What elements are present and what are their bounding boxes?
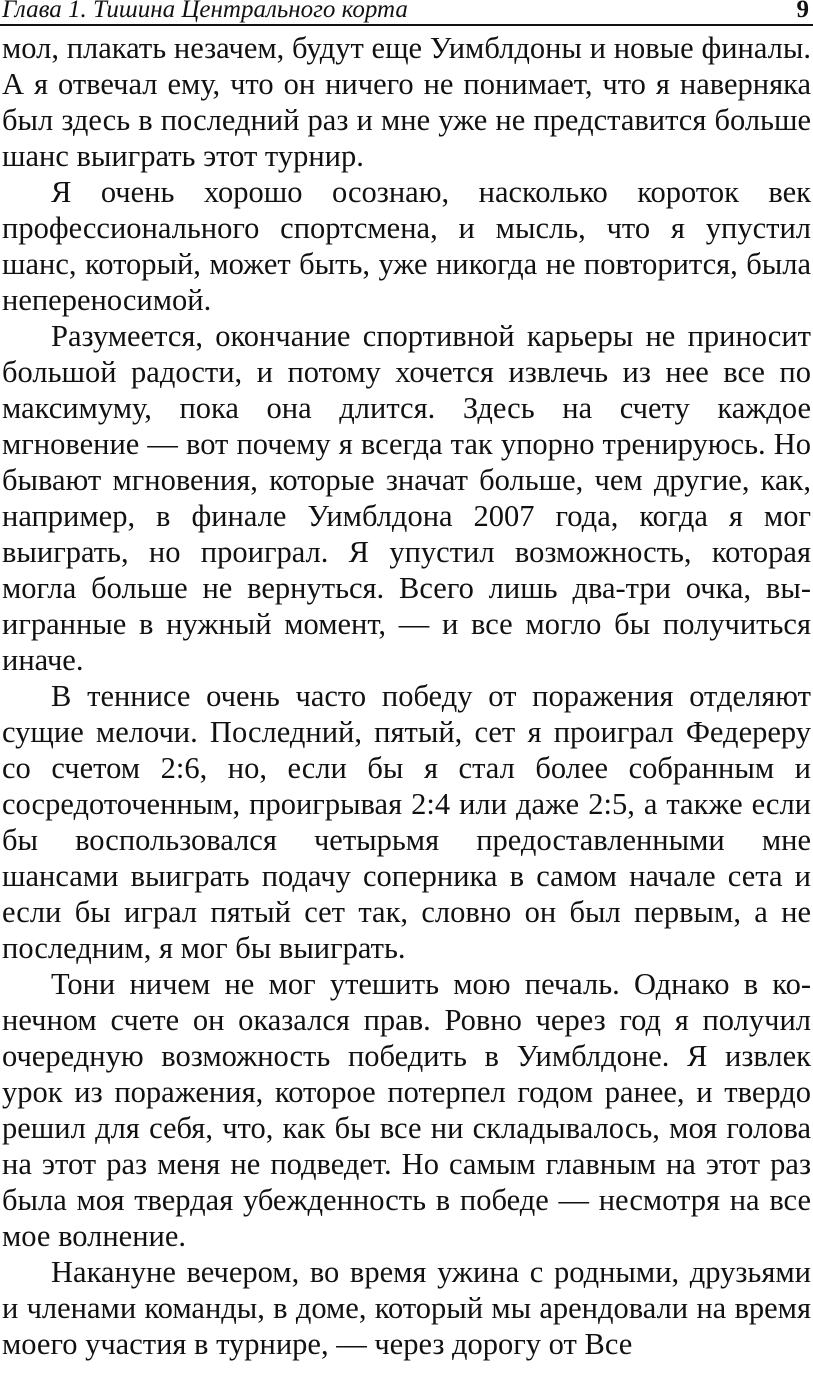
header-rule (0, 24, 813, 26)
paragraph-5: Тони ничем не мог утешить мою печаль. Однако в конечном счете он оказался прав. Ровно через год я получил очередную возможность победить в Уимблдоне. Я извлек урок из поражения, которое потерпел годом ранее, и твердо решил для себя, что, как бы все ни складывалось, моя голова на этот раз меня не подведет. Но самым главным на этот раз была моя твердая убежденность в победе — несмотря на все мое волнение. (2, 967, 811, 1253)
chapter-title: Глава 1. Тишина Центрального корта (2, 0, 408, 23)
body-text (2, 30, 811, 1362)
paragraph-6: Накануне вечером, во время ужина с родными, друзьями и членами команды, в доме, который мы арендовали на время моего участия в турнире, — через дорогу от Все (2, 1255, 811, 1361)
page-number: 9 (796, 0, 809, 23)
paragraph-2: Я очень хорошо осознаю, насколько короток век профессионального спортсмена, и мысль, что я упустил шанс, который, может быть, уже никогда не повторится, была непереносимой. (2, 175, 811, 317)
running-header (2, 0, 813, 23)
paragraph-1: мол, плакать незачем, будут еще Уимблдоны и новые финалы. А я отвечал ему, что он ничего не понимает, что я наверняка был здесь в последний раз и мне уже не представится больше шанс выиграть этот турнир. (2, 31, 811, 173)
paragraph-3: Разумеется, окончание спортивной карьеры не приносит большой радости, и потому хочется извлечь из нее все по максимуму, пока она длится. Здесь на счету каждое мгновение — вот почему я всегда так упорно тренируюсь. Но бывают мгновения, которые значат больше, чем другие, как, например, в финале Уимблдона 2007 года, когда я мог выиграть, но проиграл. Я упустил возможность, которая могла больше не вернуться. Всего лишь два-три очка, выигранные в нужный момент, — и все могло бы получиться иначе. (2, 319, 811, 677)
paragraph-4: В теннисе очень часто победу от поражения отделяют сущие мелочи. Последний, пятый, сет я проиграл Федереру со счетом 2:6, но, если бы я стал более собранным и сосредоточенным, проигрывая 2:4 или даже 2:5, а также если бы воспользовался четырьмя предоставленными мне шансами выиграть подачу соперника в самом начале сета и если бы играл пятый сет так, словно он был первым, а не последним, я мог бы выиграть. (2, 679, 811, 965)
